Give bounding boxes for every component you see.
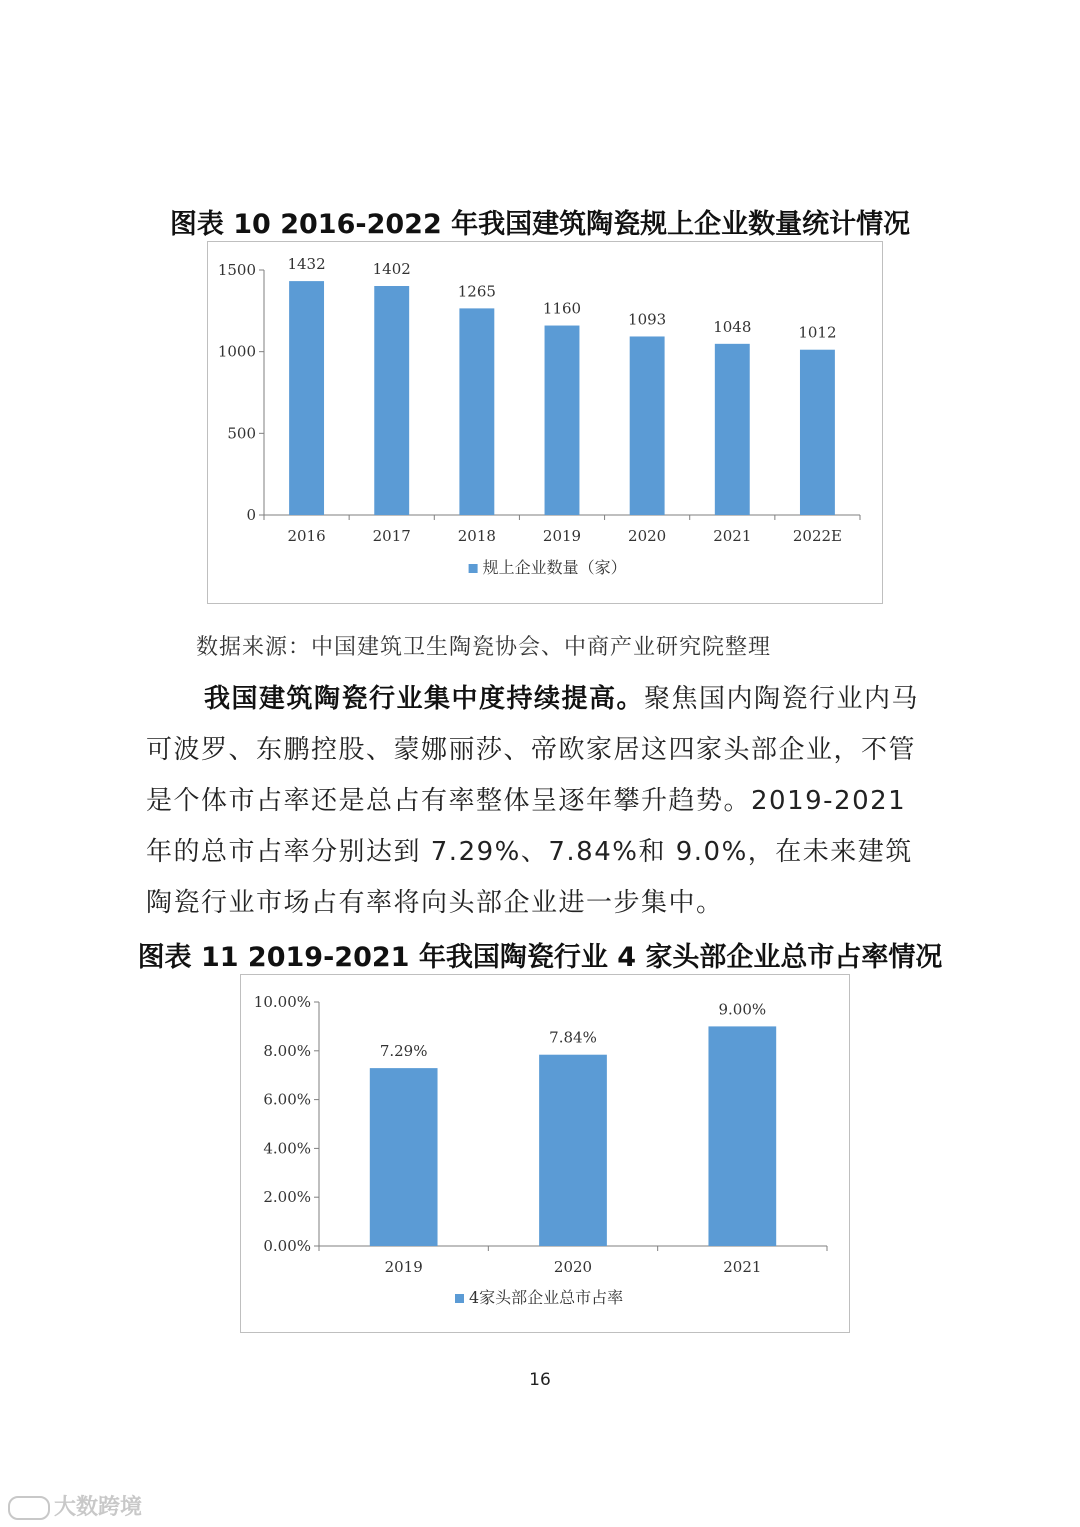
chart-11-legend-swatch [455, 1294, 464, 1303]
chart-11 [240, 974, 850, 1333]
chart-11-data-label: 9.00% [718, 1000, 767, 1019]
figure-10-title: 图表 10 2016-2022 年我国建筑陶瓷规上企业数量统计情况 [169, 209, 911, 240]
chart-11-bar [708, 1026, 776, 1246]
watermark-logo-icon [8, 1496, 50, 1520]
chart-11-y-tick-label: 2.00% [263, 1188, 311, 1207]
chart-11-bar [539, 1055, 607, 1246]
chart-10-data-label: 1093 [628, 310, 667, 329]
chart-11-y-tick-label: 0.00% [263, 1237, 311, 1255]
chart-11-data-label: 7.29% [379, 1042, 428, 1061]
chart-10-bar [715, 344, 750, 515]
chart-10-y-tick-label: 500 [227, 424, 256, 443]
paragraph-text: 聚焦国内陶瓷行业内马 [644, 684, 920, 714]
page-number: 16 [529, 1370, 551, 1390]
data-source-note: 数据来源：中国建筑卫生陶瓷协会、中商产业研究院整理 [196, 635, 772, 660]
paragraph-lead: 我国建筑陶瓷行业集中度持续提高。 [204, 684, 645, 714]
chart-10-bar [630, 336, 665, 515]
chart-10-x-tick-label: 2019 [542, 527, 582, 545]
chart-10-bar [800, 350, 835, 515]
chart-10-x-tick-label: 2020 [628, 527, 667, 545]
watermark [8, 1490, 142, 1521]
chart-11-legend-label: 4家头部企业总市占率 [469, 1288, 624, 1307]
chart-11-x-tick-label: 2020 [553, 1258, 593, 1276]
chart-10-y-tick-label: 1000 [217, 342, 256, 361]
chart-10-legend-label: 规上企业数量（家） [482, 558, 627, 577]
chart-11-y-tick-label: 8.00% [263, 1041, 311, 1060]
chart-11-y-tick-label: 6.00% [263, 1090, 311, 1109]
chart-11-data-label: 7.84% [549, 1028, 597, 1047]
paragraph-line-1 [146, 674, 946, 725]
chart-10-data-label: 1012 [798, 323, 837, 342]
chart-10-x-tick-label: 2018 [457, 527, 496, 545]
body-paragraph [146, 674, 946, 929]
chart-10-bar [374, 286, 409, 515]
chart-10 [207, 241, 883, 604]
chart-10-y-tick-label: 0 [246, 506, 256, 524]
chart-10-data-label: 1160 [542, 299, 582, 318]
chart-10-bar [459, 308, 494, 515]
chart-10-data-label: 1402 [372, 260, 411, 279]
watermark-text: 大数跨境 [54, 1495, 143, 1520]
chart-10-bar [289, 281, 324, 515]
chart-11-x-tick-label: 2019 [384, 1258, 423, 1276]
paragraph-line-4: 年的总市占率分别达到 7.29%、7.84%和 9.0%，在未来建筑 [146, 837, 913, 867]
chart-10-legend-swatch [469, 564, 478, 573]
chart-10-data-label: 1265 [457, 282, 496, 301]
chart-11-y-tick-label: 10.00% [253, 993, 311, 1011]
chart-10-data-label: 1048 [713, 317, 752, 336]
chart-10-x-tick-label: 2016 [287, 527, 326, 545]
chart-10-data-label: 1432 [287, 255, 326, 274]
paragraph-line-3: 是个体市占率还是总占有率整体呈逐年攀升趋势。2019-2021 [146, 786, 907, 816]
figure-11-title: 图表 11 2019-2021 年我国陶瓷行业 4 家头部企业总市占率情况 [137, 942, 943, 973]
paragraph-line-2: 可波罗、东鹏控股、蒙娜丽莎、帝欧家居这四家头部企业，不管 [146, 735, 917, 765]
chart-11-y-tick-label: 4.00% [263, 1139, 311, 1158]
paragraph-line-5: 陶瓷行业市场占有率将向头部企业进一步集中。 [146, 888, 724, 918]
chart-10-svg [208, 242, 882, 603]
chart-10-x-tick-label: 2022E [792, 527, 842, 545]
chart-10-x-tick-label: 2017 [372, 527, 411, 545]
chart-10-bar [545, 326, 580, 515]
chart-10-x-tick-label: 2021 [713, 527, 752, 545]
chart-11-bar [370, 1068, 438, 1246]
chart-11-x-tick-label: 2021 [723, 1258, 762, 1276]
chart-10-y-tick-label: 1500 [217, 261, 256, 279]
chart-11-svg [241, 975, 849, 1332]
